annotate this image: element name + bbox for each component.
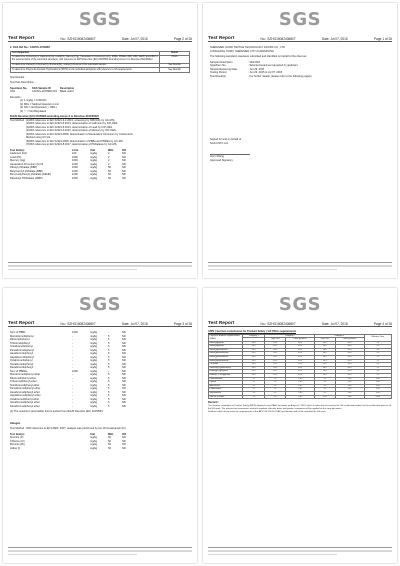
table-row: Bis-(2-ethylhexyl) phthalate (DEHP) 1000 mg/kg 50 ND — [10, 173, 126, 177]
table-row: Mercury (Hg) 1000 mg/kg 2 ND — [10, 159, 126, 163]
report-title: Test Report — [8, 36, 35, 41]
table-row: Cadmium (Cd) 100 mg/kg 2 ND — [10, 152, 126, 156]
halogen-table — [10, 436, 190, 450]
table-row: Sum of PBBs 1000 mg/kg - ND — [10, 331, 126, 334]
table-row: Tetrabromodiphenyl ether - mg/kg 5 ND — [10, 383, 126, 387]
halogen-method: Test Method : With reference to EN 14582: 2007, analysis was performed by Ion Chromatograph (IC). — [10, 427, 127, 430]
specimen-row: SN1 CANVS-1079960.001 Black velcro — [10, 90, 74, 94]
req-header: Test Requested — [11, 51, 160, 56]
report-page-4 — [203, 288, 397, 563]
page-number: Page 1 of 26 — [373, 37, 392, 41]
page-header — [208, 34, 392, 42]
pahs-title: AfPS ( German commission for Product Safety ) GS PAHs requirements — [208, 330, 297, 333]
table-row: Benzo[a]anthracene <0.2 <0.2 <0.5 <0.2 <0.5 <1 — [209, 348, 392, 352]
field-row: Sample Receiving Date : Jun 29, 2015 — [210, 67, 265, 71]
page-body — [208, 330, 392, 413]
page-number: Page 3 of 26 — [173, 322, 192, 326]
sgs-logo: SGS — [78, 294, 122, 315]
table-row: Benzo[j]fluoranthene <0.2 <0.2 <0.5 <0.2 <0.5 <1 — [209, 356, 392, 360]
field-row: Style/Item No. : Selected tested as requested by applicant — [210, 64, 298, 67]
table-row: Benzo[b]fluoranthene <0.2 <0.2 <0.5 <0.2 <0.5 <1 — [209, 352, 392, 356]
table-row: Nonabromodiphenyl ether - mg/kg 5 ND — [10, 401, 126, 404]
page-header — [8, 34, 192, 42]
client-address: LONGGANG TOWN, SHENZHEN CITY GUANGDONG — [210, 49, 274, 53]
table-row: Octabromodiphenyl ether - mg/kg 5 ND — [10, 397, 126, 401]
table-row: Decabromobiphenyl - mg/kg 5 ND — [10, 366, 126, 369]
page-number: Page 2 of 26 — [173, 37, 192, 41]
table-row: Hexavalent Chromium (CrVI) 1000 mg/kg 2 ND — [10, 162, 126, 166]
table-row: Iodine (I) mg/kg 50 ND — [10, 446, 126, 450]
method-list: (1)With reference to IEC 62321-3-1:2013, screening by XRF(CZL by GC-MS). (2)With reference to IEC 62321-5:2013, determination of Cadmium by ICP-OES. (3)With reference to IEC 62321-5:2013, determination of Lead by ICP-OES. (4)With reference to IEC 62321-4:2013, determination of Mercury by ICP-OES. (5)With reference to IEC 62321:2008, determination of Hexavalent Chromium by Colorimetric Method using UV-Vis. (6)With reference to IEC 62321:2008, determination of PBBs and PBDEs by GC-MS. (7)With reference to IEC 62321-8:2017, determination of Phthalates by GC-MS. — [26, 118, 133, 147]
table-row: Pentabromodiphenyl ether - mg/kg 5 ND — [10, 387, 126, 390]
table-row: Heptabromobiphenyl - mg/kg 5 ND — [10, 355, 126, 359]
table-row: Lead (Pb) 1000 mg/kg 2 ND — [10, 155, 126, 159]
report-number: No.: SZHG15082406807 — [60, 37, 96, 41]
table-row: Octabromobiphenyl - mg/kg 5 ND — [10, 359, 126, 362]
table-row: Pyrene <1 <5 <10 <5 <20 <50 — [209, 381, 392, 385]
table-row: Fluorine (F) mg/kg 50 ND — [10, 436, 126, 439]
report-number: No.: SZHG15082406807 — [260, 322, 296, 326]
signed-on-behalf: Signed for and on behalf of — [210, 138, 242, 141]
table-row: Sum of PBDEs 1000 mg/kg - ND — [10, 369, 126, 373]
table-row: Heptabromodiphenyl ether - mg/kg 5 ND — [10, 394, 126, 397]
table-row: Dibutyl phthalate (DBP) 1000 mg/kg 50 ND — [10, 166, 126, 170]
table-row: Tribromodiphenyl ether - mg/kg 5 ND — [10, 380, 126, 383]
remarks-label: Remarks : — [10, 95, 22, 99]
remark-text-2: Products which do not meet the requirements of the AfPS GS 2014:01 PAK specification will not be awarded the GS mark. — [208, 410, 327, 413]
table-row: To determine Polycyclic Aromatic Hydrocarbons (PAHs) in the submitted sample(s) with reference to GS requirements. See Results — [11, 68, 190, 73]
intro-text: The following sample(s) was/were submitted and identified on behalf of the client as: — [210, 55, 307, 58]
table-row: Dibromodiphenyl ether - mg/kg 5 ND — [10, 376, 126, 380]
report-date: Date: Jul 07, 2015 — [121, 37, 148, 41]
page-body — [10, 331, 190, 450]
field-row: Test Result(s) : For further details, please refer to the following page(s) — [210, 74, 313, 78]
report-date: Date: Jul 07, 2015 — [321, 37, 348, 41]
table-row: Phenanthrene <1 <5 <10 <5 <20 <50 — [209, 377, 392, 381]
table-row: Tetrabromobiphenyl - mg/kg 5 ND — [10, 345, 126, 348]
report-date: Date: Jul 07, 2015 — [121, 322, 148, 326]
table-row: Indeno[1,2,3-cd]pyrene <0.2 <0.2 <0.5 <0.2 <0.5 <1 — [209, 374, 392, 378]
table-row: Pentabromobiphenyl - mg/kg 5 ND — [10, 348, 126, 352]
result-table-header: Test Item(s) Limit Unit MDL 001 — [10, 148, 127, 152]
page-footer — [8, 547, 192, 559]
specimen-header: Specimen No. SGS Sample ID Description — [10, 86, 75, 90]
page-footer — [208, 547, 392, 559]
sgs-logo: SGS — [278, 294, 322, 315]
result-header: Result — [160, 51, 190, 56]
test-requested-table — [10, 51, 190, 73]
halogen-header: Test Item(s) Unit MDL 001 — [10, 432, 127, 436]
table-row: Anthracene <1 <5 <10 <5 <20 <50 — [209, 384, 392, 388]
limit-note: (1) The maximum permissible limit is quoted from RoHS Directive (EU) 2015/863. — [10, 410, 104, 413]
page-footer — [8, 262, 192, 274]
table-row: Hexabromodiphenyl ether - mg/kg 5 ND — [10, 390, 126, 394]
page-body — [210, 46, 390, 162]
table-row: Benzo[a]pyrene <0.2 <0.2 <0.5 <0.2 <0.5 <1 — [209, 341, 392, 345]
report-page-1 — [203, 3, 397, 278]
report-title: Test Report — [208, 321, 235, 326]
sample-fields — [210, 61, 390, 79]
rohs-title: RoHS Directive (EU) 2015/863 amending Annex II to Directive 2011/65/EU — [10, 115, 100, 119]
page-footer — [208, 262, 392, 274]
field-row: Testing Period : Jun 29, 2015 to Jul 07, 2015 — [210, 71, 283, 74]
table-row: To determine Flame(R) Chlorine(Cl), Bromine(Br), Iodine(I) contents in the submitted sample. See Results — [11, 63, 190, 68]
remark-label: Remark : — [208, 401, 220, 405]
field-row: Sample Description : VELCRO — [210, 60, 261, 64]
table-row: Dibenzo[a,h]anthracene <0.2 <0.2 <0.5 <0.2 <0.5 <1 — [209, 366, 392, 370]
table-row: Bromine (Br) mg/kg 50 ND — [10, 443, 126, 446]
table-row: Monobromobiphenyl - mg/kg 5 ND — [10, 334, 126, 338]
table-row: Butyl benzyl phthalate (BBP) 1000 mg/kg 50 ND — [10, 169, 126, 173]
halogen-title: Halogen — [10, 421, 21, 425]
signed-company: SGS-CSTC Ltd. — [210, 141, 229, 145]
report-title: Test Report — [208, 36, 235, 41]
page-header — [8, 319, 192, 327]
report-page-3 — [3, 288, 197, 563]
signer-title: Approved Signatory — [210, 158, 233, 162]
test-part-label: Test Part Description : — [10, 81, 36, 85]
table-row: Benzo[g,h,i]perylene <0.2 <0.2 <0.5 <0.2 <0.5 <1 — [209, 370, 392, 374]
table-row: To determine Content(s) of Cadmium(Cd), Lead(Pb), Mercury(Hg), Hexavalent Chromium(Cr(VI)), PBBs, PBDEs, BBP, DBP, DEHP and DIBP in the selected parts of the submitted sample(s), with reference to RoHS Directive (EU) 2015/863 amending Annex II to Directive 2011/65/EU. PASS — [11, 56, 190, 64]
test-results-label: Test Results : — [10, 75, 26, 79]
client-name: SHENZHEN JIANXI TEXTILE TECHNOLOGY GOODS CO., LTD — [210, 46, 285, 49]
report-title: Test Report — [8, 321, 35, 326]
pahs-table: Polycyclic Aromatic Hydrocarbons (PAHs) Category 1 Category 2 Category 3 Effective Date Toys/TBG Other products Toys/TBG Other products Benzo[a]pyrene <0.2 <0.2 <0.5 <0.2 <0.5 <1 Benzo[e]pyrene <0.2 <0.2 <0.5 <0.2 <0.5 <1 Benzo[a]anthracene <0.2 <0.2 <0.5 <0.2 <0.5 <1 Benzo[b]fluoranthene <0.2 <0.2 <0.5 <0.2 <0.5 <1 Benzo[j]fluoranthene <0.2 <0.2 <0.5 <0.2 <0.5 <1 Benzo[k]fluoranthene <0.2 <0.2 <0.5 <0.2 <0.5 <1 Chrysene <0.2 <0.2 <0.5 <0.2 <0.5 <1 Dibenzo[a,h]anthracene <0.2 <0.2 <0.5 <0.2 <0.5 <1 Benzo[g,h,i]perylene <0.2 <0.2 <0.5 <0.2 <0.5 <1 Indeno[1,2,3-cd]pyrene <0.2 <0.2 <0.5 <0.2 <0.5 <1 Phenanthrene <1 <5 <10 <5 <20 <50 Pyrene <1 <5 <10 <5 <20 <50 Anthracene <1 <5 <10 <5 <20 <50 Fluoranthene <1 <5 <10 <5 <20 <50 Naphthalene <1 <2 <10 <2 <20 <50 Sum of 18 PAHs <1 <5 <10 <20 <50 <200 — [208, 334, 392, 400]
method-label: Test Method : — [10, 118, 26, 122]
table-row: Chlorine (Cl) mg/kg 50 ND — [10, 439, 126, 443]
sgs-logo: SGS — [78, 9, 122, 30]
table-row: Dibromobiphenyl - mg/kg 5 ND — [10, 338, 126, 341]
report-number: No.: SZHG15082406807 — [260, 37, 296, 41]
result-table — [10, 331, 190, 408]
sgs-logo: SGS — [278, 9, 322, 30]
sgs-ref: 2. SGS Ref No.: CANVS-1079960 — [10, 46, 50, 49]
remark-text: The German committee on Product Safety (AfPS) adopted a new PAHs document on August 4, 2014, which is taken into account by the GS certification bodies for the certification process of the GS mark. The relevant test parameters and test standard, effective dates and product categories will be applied on this new document. — [208, 404, 392, 410]
page-body: 2. SGS Ref No.: CANVS-1079960 Test Requested Result To determine Content(s) of Cadmium(Cd), Lead(Pb), Mercury(Hg), Hexavalent Chromium(Cr(VI)), PBBs, PBDEs, BBP, DBP, DEHP and DIBP in the selected parts of the submitted sample(s), with reference to RoHS Directive (EU) 2015/863 amending Annex II to Directive 2011/65/EU. PASS To determine Flame(R) Chlorine(Cl), Bromine(Br), Iodine(I) contents in the submitted sample. See Results To determine Polycyclic Aromatic Hydrocarbons (PAHs) in the submitted sample(s) with reference to GS requirements. See Results Test Results : Test Part Description : Specimen No. SGS Sample ID Description SN1 CANVS-1079960.001 Black velcro Remarks : (1) 1 mg/kg = 0.0001% (2) MDL = Method Detection Limit (3) ND = Not Detected ( < MDL ) (4) "-" = Not Regulated RoHS Directive (EU) 2015/863 amending Annex II to Directive 2011/65/EU Test Method : (1)With reference to IEC 62321-3-1:2013, screening by XRF(CZL by GC-MS). (2)With reference to IEC 62321-5:2013, determination of Cadmium by ICP-OES. (3)With reference to IEC 62321-5:2013, determination of Lead by ICP-OES. (4)With reference to IEC 62321-4:2013, determination of Mercury by ICP-OES. (5)With reference to IEC 62321:2008, determination of Hexavalent Chromium by Colorimetric Method using UV-Vis. (6)With reference to IEC 62321:2008, determination of PBBs and PBDEs by GC-MS. (7)With reference to IEC 62321-8:2017, determination of Phthalates by GC-MS. Test Item(s) Limit Unit MDL 001 Cadmium (Cd) 100 mg/kg 2 ND Lead (Pb) 1000 mg/kg 2 ND Mercury (Hg) 1000 mg/kg 2 ND Hexavalent Chromium (CrVI) 1000 mg/kg 2 ND Dibutyl phthalate (DBP) 1000 mg/kg 50 ND Butyl benzyl phthalate (BBP) 1000 mg/kg 50 ND Bis-(2-ethylhexyl) phthalate (DEHP) 1000 mg/kg 50 ND Diisobutyl Phthalates (DIBP) 1000 mg/kg 50 ND — [10, 46, 190, 180]
table-row: Sum of 18 PAHs <1 <5 <10 <20 <50 <200 — [209, 395, 392, 399]
page-header — [208, 319, 392, 327]
report-date: Date: Jul 07, 2015 — [321, 322, 348, 326]
table-row: Tribromobiphenyl - mg/kg 5 ND — [10, 341, 126, 345]
table-row: Nonabromobiphenyl - mg/kg 5 ND — [10, 362, 126, 366]
result-table — [10, 152, 190, 180]
table-row: Hexabromobiphenyl - mg/kg 5 ND — [10, 352, 126, 355]
report-page-2 — [3, 3, 197, 278]
table-row: Decabromodiphenyl ether - mg/kg 5 ND — [10, 404, 126, 408]
table-row: Fluoranthene <1 <5 <10 <5 <20 <50 — [209, 388, 392, 392]
table-row: Monobromodiphenyl ether - mg/kg 5 ND — [10, 373, 126, 376]
page-number: Page 4 of 26 — [373, 322, 392, 326]
table-row: Naphthalene <1 <2 <10 <2 <20 <50 — [209, 392, 392, 396]
table-row: Diisobutyl Phthalates (DIBP) 1000 mg/kg 50 ND — [10, 176, 126, 180]
table-row: Chrysene <0.2 <0.2 <0.5 <0.2 <0.5 <1 — [209, 363, 392, 367]
signer-name: Jerry Zhang — [210, 155, 224, 158]
table-row: Benzo[e]pyrene <0.2 <0.2 <0.5 <0.2 <0.5 <1 — [209, 345, 392, 349]
report-number: No.: SZHG15082406807 — [60, 322, 96, 326]
table-row: Benzo[k]fluoranthene <0.2 <0.2 <0.5 <0.2 <0.5 <1 — [209, 359, 392, 363]
